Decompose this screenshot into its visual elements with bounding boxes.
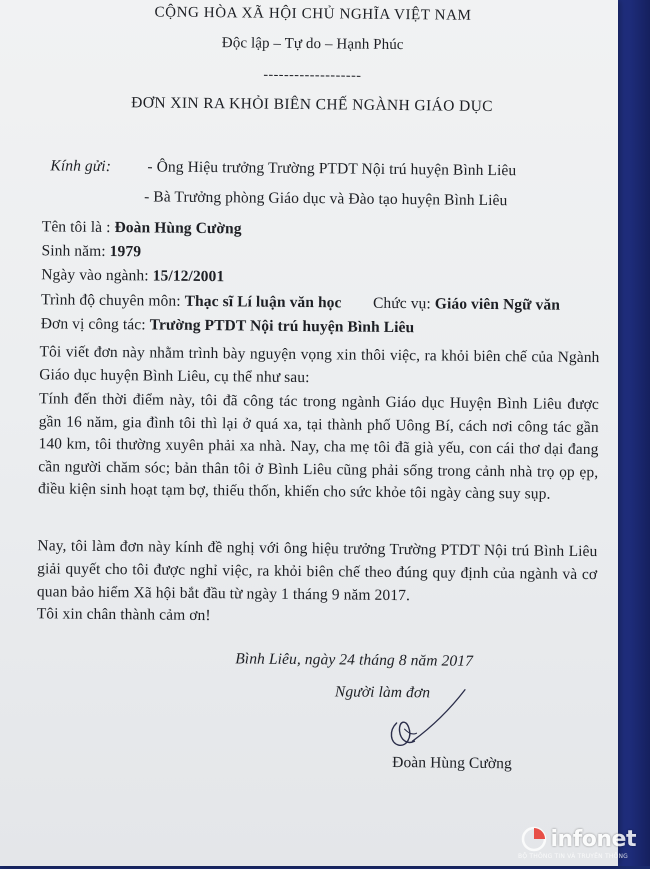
header-separator: ------------------- <box>263 67 362 84</box>
signer-title: Người làm đơn <box>334 683 431 702</box>
qualification: Thạc sĩ Lí luận văn học <box>184 292 342 312</box>
infonet-logo-icon <box>521 826 547 852</box>
position-line <box>373 295 560 315</box>
infonet-brand: infonet <box>550 826 636 852</box>
applicant-name-label: Tên tôi là : <box>41 218 111 237</box>
recipient-principal: - Ông Hiệu trưởng Trường PTDT Nội trú huyện Bình Liêu <box>147 158 517 180</box>
position: Giáo viên Ngữ văn <box>434 295 561 314</box>
birth-year-line <box>41 242 141 261</box>
birth-year-label: Sinh năm: <box>41 242 106 260</box>
workplace-line <box>41 315 415 337</box>
applicant-name-line <box>42 218 242 238</box>
national-title: CỘNG HÒA XÃ HỘI CHỦ NGHĨA VIỆT NAM <box>154 4 472 24</box>
birth-year: 1979 <box>109 242 142 261</box>
qualification-line <box>41 291 342 312</box>
place-date: Bình Liêu, ngày 24 tháng 8 năm 2017 <box>235 650 474 670</box>
position-label: Chức vụ: <box>372 294 431 313</box>
qualification-label: Trình độ chuyên môn: <box>40 291 181 310</box>
signer-name: Đoàn Hùng Cường <box>392 753 512 773</box>
document-title: ĐƠN XIN RA KHỎI BIÊN CHẾ NGÀNH GIÁO DỤC <box>131 94 494 116</box>
recipient-education-department: - Bà Trưởng phòng Giáo dục và Đào tạo huyện Bình Liêu <box>144 188 508 210</box>
workplace: Trường PTDT Nội trú huyện Bình Liêu <box>149 316 415 337</box>
workplace-label: Đơn vị công tác: <box>40 315 146 334</box>
start-date: 15/12/2001 <box>152 267 225 286</box>
reason-paragraph: Tính đến thời điểm này, tôi đã công tác trong ngành Giáo dục Huyện Bình Liêu được gần 16 năm, gia đình tôi thì lại ở quá xa, tại thành phố Uông Bí, cách nơi công tác gần 140 km, tôi thường xuyên phải xa nhà. Nay, cha mẹ tôi đã già yếu, con cái thơ dại đang cần người chăm sóc; bản thân tôi ở Bình Liêu cũng phải sống trong cảnh nhà trọ ọp ẹp, điều kiện sinh hoạt tạm bợ, thiếu thốn, khiến cho sức khỏe tôi ngày càng suy sụp. <box>37 390 600 503</box>
infonet-tagline: BỘ THÔNG TIN VÀ TRUYỀN THÔNG <box>518 853 628 860</box>
intro-paragraph: Tôi viết đơn này nhằm trình bày nguyện vọng xin thôi việc, ra khỏi biên chế của Ngành Giáo dục huyện Bình Liêu, cụ thể như sau: <box>39 343 600 387</box>
infonet-watermark <box>521 826 637 852</box>
start-date-label: Ngày vào ngành: <box>41 266 149 285</box>
start-date-line <box>41 266 224 286</box>
recipients-label: Kính gửi: <box>50 157 112 176</box>
applicant-name: Đoàn Hùng Cường <box>114 219 242 238</box>
national-motto: Độc lập – Tự do – Hạnh Phúc <box>221 35 404 54</box>
request-paragraph: Nay, tôi làm đơn này kính đề nghị với ông hiệu trưởng Trường PTDT Nội trú Bình Liêu giải quyết cho tôi được nghỉ việc, ra khỏi biên chế theo đúng quy định của ngành và cơ quan bảo hiểm Xã hội bắt đầu từ ngày 1 tháng 9 năm 2017. <box>36 537 598 605</box>
thanks-line: Tôi xin chân thành cảm ơn! <box>36 605 211 625</box>
